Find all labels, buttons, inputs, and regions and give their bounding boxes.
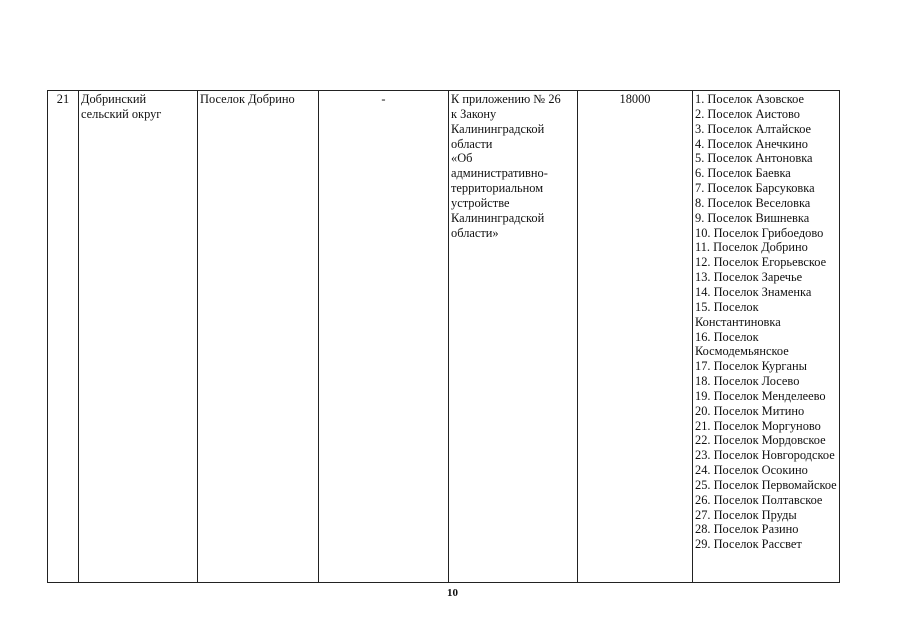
list-item: 14. Поселок Знаменка [695, 284, 812, 299]
list-item: 21. Поселок Моргуново [695, 418, 821, 433]
list-item: 7. Поселок Барсуковка [695, 181, 815, 196]
list-item: 25. Поселок Первомайское [695, 477, 837, 492]
empty-value-cell [319, 91, 449, 583]
list-item: 23. Поселок Новгородское [695, 448, 835, 463]
list-item: 13. Поселок Заречье [695, 270, 803, 285]
list-item: 16. Поселок Космодемьянское [695, 329, 789, 359]
population: 18000 [619, 92, 651, 106]
list-item: 26. Поселок Полтавское [695, 492, 823, 507]
list-item: 19. Поселок Менделеево [695, 388, 826, 403]
list-item: 28. Поселок Разино [695, 522, 799, 537]
list-item: 12. Поселок Егорьевское [695, 255, 827, 270]
list-item: 10. Поселок Грибоедово [695, 225, 824, 240]
list-item: 24. Поселок Осокино [695, 463, 808, 478]
list-item: 9. Поселок Вишневка [695, 210, 810, 225]
list-item: 1. Поселок Азовское [695, 92, 804, 106]
settlements-table [47, 90, 840, 583]
page-number: 10 [447, 587, 458, 599]
row-number-cell [48, 91, 79, 583]
list-item: 27. Поселок Пруды [695, 507, 797, 522]
list-item: 5. Поселок Антоновка [695, 151, 813, 166]
list-item: 6. Поселок Баевка [695, 166, 791, 181]
list-item: 17. Поселок Курганы [695, 359, 807, 374]
municipality-cell [79, 91, 198, 583]
list-item: 29. Поселок Рассвет [695, 537, 802, 552]
law-reference: К приложению № 26 к Закону Калининградской области «Об административно- территориальном устройстве Калининградской области» [451, 92, 561, 240]
list-item: 4. Поселок Анечкино [695, 136, 808, 151]
law-reference-cell [449, 91, 578, 583]
list-item: 3. Поселок Алтайское [695, 121, 812, 136]
settlements-list [695, 92, 837, 552]
admin-center: Поселок Добрино [200, 92, 295, 106]
table-row [48, 91, 840, 583]
list-item: 18. Поселок Лосево [695, 374, 800, 389]
dash-value: - [381, 92, 386, 106]
list-item: 2. Поселок Аистово [695, 106, 800, 121]
admin-center-cell [198, 91, 319, 583]
list-item: 22. Поселок Мордовское [695, 433, 826, 448]
list-item: 15. Поселок Константиновка [695, 299, 781, 329]
municipality-name: Добринский сельский округ [81, 92, 162, 121]
row-number: 21 [56, 92, 70, 106]
list-item: 8. Поселок Веселовка [695, 195, 811, 210]
population-cell [578, 91, 693, 583]
settlements-list-cell [693, 91, 840, 583]
list-item: 11. Поселок Добрино [695, 240, 808, 255]
list-item: 20. Поселок Митино [695, 403, 805, 418]
